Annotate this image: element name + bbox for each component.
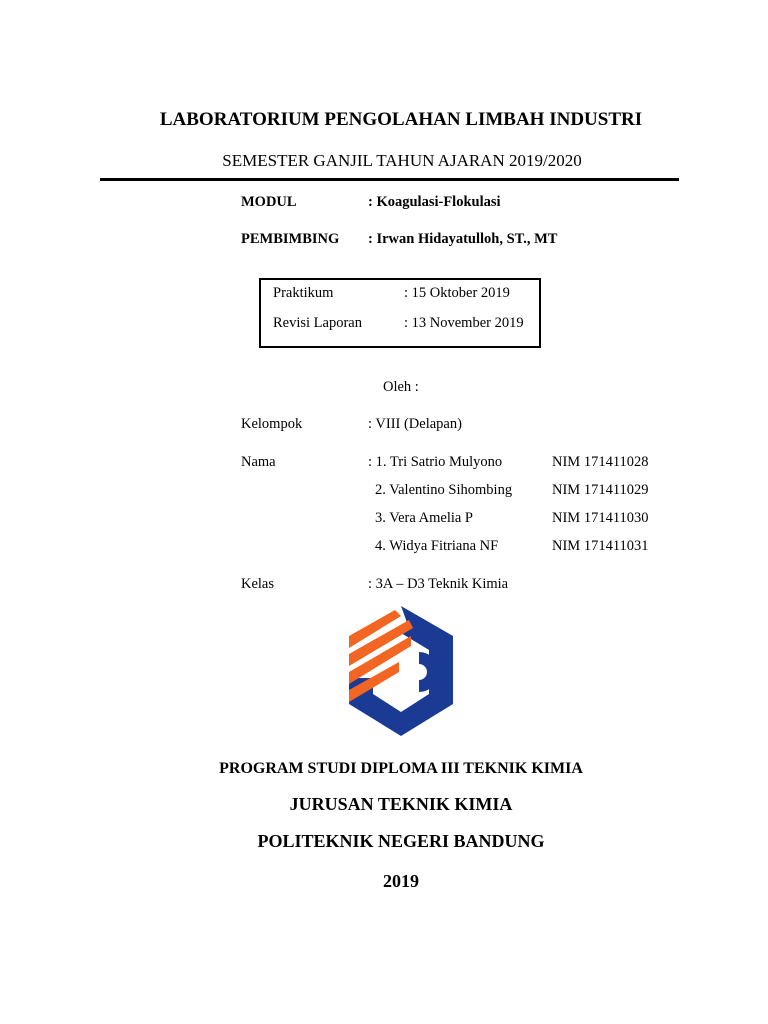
header-divider	[100, 178, 679, 181]
logo-orange-stripes	[349, 610, 413, 702]
pembimbing-label: PEMBIMBING	[241, 231, 340, 247]
member-name: : 1. Tri Satrio Mulyono	[368, 454, 503, 470]
politeknik: POLITEKNIK NEGERI BANDUNG	[257, 831, 545, 851]
member-nim: NIM 171411028	[552, 454, 649, 470]
semester-line: SEMESTER GANJIL TAHUN AJARAN 2019/2020	[222, 151, 582, 170]
year: 2019	[383, 871, 419, 891]
member-nim: NIM 171411030	[552, 510, 649, 526]
revisi-label: Revisi Laporan	[273, 315, 362, 331]
pembimbing-value: : Irwan Hidayatulloh, ST., MT	[368, 231, 558, 247]
kelas-label: Kelas	[241, 576, 275, 592]
member-nim: NIM 171411029	[552, 482, 649, 498]
kelompok-label: Kelompok	[241, 416, 303, 432]
jurusan: JURUSAN TEKNIK KIMIA	[289, 794, 513, 814]
program-studi: PROGRAM STUDI DIPLOMA III TEKNIK KIMIA	[219, 760, 583, 777]
oleh-label: Oleh :	[383, 379, 419, 395]
member-name: 4. Widya Fitriana NF	[375, 538, 499, 554]
kelompok-value: : VIII (Delapan)	[368, 416, 462, 432]
praktikum-value: : 15 Oktober 2019	[404, 285, 510, 301]
modul-value: : Koagulasi-Flokulasi	[368, 194, 501, 210]
nama-label: Nama	[241, 454, 276, 470]
lab-title: LABORATORIUM PENGOLAHAN LIMBAH INDUSTRI	[159, 109, 643, 130]
modul-label: MODUL	[241, 194, 297, 210]
member-name: 3. Vera Amelia P	[375, 510, 473, 526]
kelas-value: : 3A – D3 Teknik Kimia	[368, 576, 509, 592]
member-name: 2. Valentino Sihombing	[375, 482, 513, 498]
member-nim: NIM 171411031	[552, 538, 649, 554]
revisi-value: : 13 November 2019	[404, 315, 524, 331]
polban-logo-icon	[349, 606, 453, 736]
praktikum-label: Praktikum	[273, 285, 334, 301]
